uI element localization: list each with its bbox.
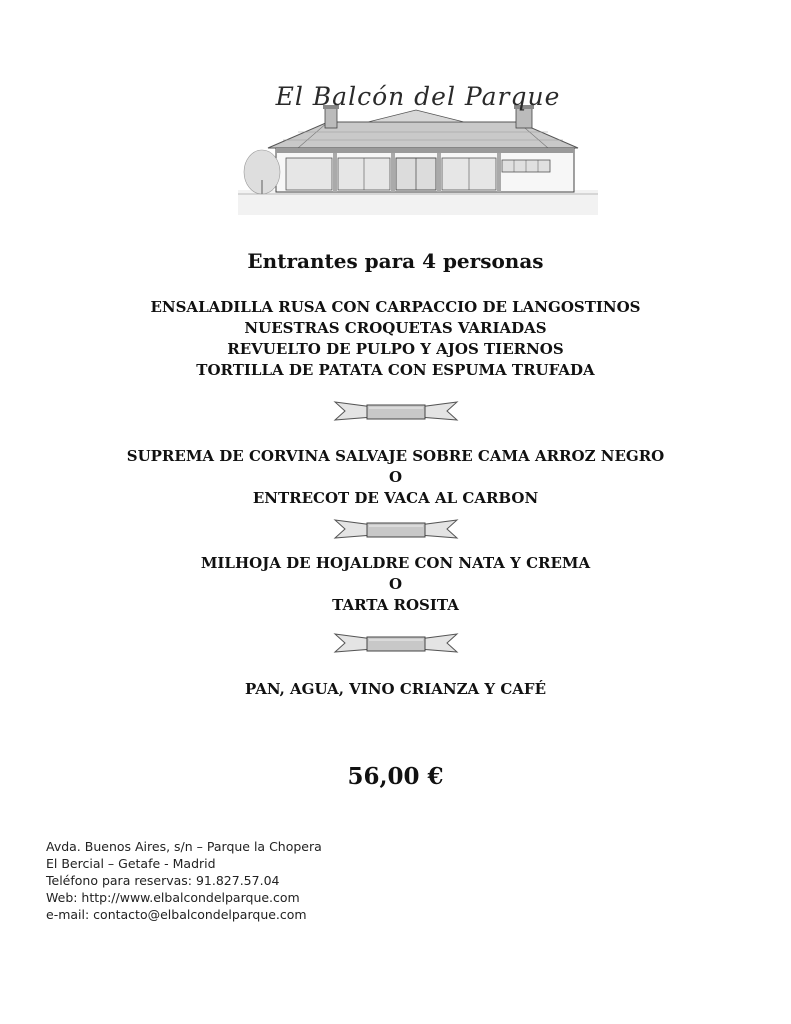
dessert-option: TARTA ROSITA [332,596,459,614]
contact-footer [46,838,322,923]
starters-list [0,297,791,381]
web-line: Web: http://www.elbalcondelparque.com [46,890,300,905]
dessert-option: MILHOJA DE HOJALDRE CON NATA Y CREMA [200,554,591,572]
phone-line: Teléfono para reservas: 91.827.57.04 [46,873,280,888]
starter-item: REVUELTO DE PULPO Y AJOS TIERNOS [227,340,564,358]
address-line: Avda. Buenos Aires, s/n – Parque la Chopera [46,839,322,854]
email-line: e-mail: contacto@elbalcondelparque.com [46,907,307,922]
or-separator: O [388,468,403,486]
menu-heading: Entrantes para 4 personas [247,249,544,273]
mains-section [0,446,791,509]
logo-text: El Balcón del Parque [275,82,561,111]
desserts-section [0,553,791,616]
city-line: El Bercial – Getafe - Madrid [46,856,216,871]
included-text: PAN, AGUA, VINO CRIANZA Y CAFÉ [245,680,546,698]
or-separator: O [388,575,403,593]
starter-item: TORTILLA DE PATATA CON ESPUMA TRUFADA [196,361,595,379]
main-option: SUPREMA DE CORVINA SALVAJE SOBRE CAMA ARROZ NEGRO [126,447,665,465]
starter-item: NUESTRAS CROQUETAS VARIADAS [244,319,547,337]
ribbon-divider-icon [333,631,459,653]
included-items [0,679,791,700]
main-option: ENTRECOT DE VACA AL CARBON [252,489,539,507]
restaurant-logo [238,80,598,220]
ribbon-divider-icon [333,517,459,539]
menu-price: 56,00 € [347,763,444,790]
ribbon-divider-icon [333,399,459,421]
starter-item: ENSALADILLA RUSA CON CARPACCIO DE LANGOSTINOS [150,298,641,316]
